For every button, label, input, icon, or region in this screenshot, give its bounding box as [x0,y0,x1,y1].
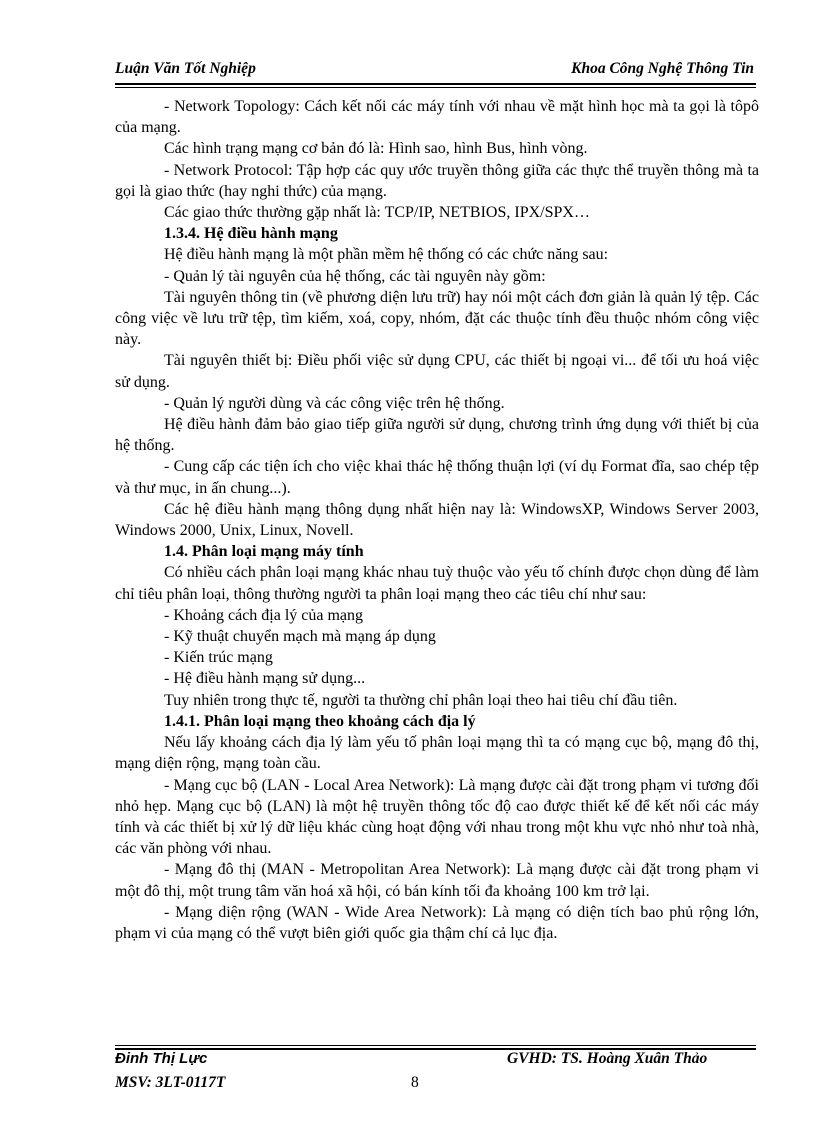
paragraph: - Network Protocol: Tập hợp các quy ước truyền thông giữa các thực thể truyền thông mà ta gọi là giao thức (hay nghi thức) của mạng. [115,161,759,200]
header-thesis-title: Luận Văn Tốt Nghiệp [115,60,256,77]
page-footer [115,1050,756,1100]
paragraph: Tài nguyên thông tin (về phương diện lưu trữ) hay nói một cách đơn giản là quản lý tệp. Các công việc về lưu trữ tệp, tìm kiếm, xoá, copy, nhóm, đặt các thuộc tính đều thuộc nhóm công việc này. [115,288,759,349]
header-rule-thin [115,87,756,88]
paragraph: - Kỹ thuật chuyển mạch mà mạng áp dụng [164,628,436,646]
paragraph: - Mạng cục bộ (LAN - Local Area Network): Là mạng được cài đặt trong phạm vi tương đối nhỏ hẹp. Mạng cục bộ (LAN) là một hệ truyền thông tốc độ cao được thiết kế để kết nối các máy tính và các thiết bị xử lý dữ liệu khác cùng hoạt động với nhau trong một khu vực nhỏ như toà nhà, các văn phòng với nhau. [115,776,759,858]
footer-rule-thin [115,1045,756,1046]
paragraph: Các hệ điều hành mạng thông dụng nhất hiện nay là: WindowsXP, Windows Server 2003, Windows 2000, Unix, Linux, Novell. [115,500,759,540]
paragraph: Các hình trạng mạng cơ bản đó là: Hình sao, hình Bus, hình vòng. [164,140,588,158]
paragraph: - Khoảng cách địa lý của mạng [164,606,364,624]
paragraph: Hệ điều hành mạng là một phần mềm hệ thống có các chức năng sau: [164,246,609,264]
page-body [115,96,759,944]
header-rule [115,83,756,85]
paragraph: Hệ điều hành đảm bảo giao tiếp giữa người sử dụng, chương trình ứng dụng với thiết bị của hệ thống. [115,416,759,455]
paragraph: - Mạng diện rộng (WAN - Wide Area Network): Là mạng có diện tích bao phủ rộng lớn, phạm vi của mạng có thể vượt biên giới quốc gia thậm chí cả lục địa. [115,903,759,942]
paragraph: - Cung cấp các tiện ích cho việc khai thác hệ thống thuận lợi (ví dụ Format đĩa, sao chép tệp và thư mục, in ấn chung...). [115,458,759,497]
paragraph: Các giao thức thường gặp nhất là: TCP/IP, NETBIOS, IPX/SPX… [164,204,590,222]
paragraph: - Quản lý người dùng và các công việc trên hệ thống. [164,394,505,412]
section-heading: 1.3.4. Hệ điều hành mạng [164,225,338,243]
paragraph: - Hệ điều hành mạng sử dụng... [164,670,366,688]
paragraph: - Network Topology: Cách kết nối các máy tính với nhau về mặt hình học mà ta gọi là tôpô của mạng. [115,98,759,137]
paragraph: - Kiến trúc mạng [164,649,273,667]
footer-author: Đinh Thị Lực [115,1050,208,1067]
page-number: 8 [411,1074,419,1091]
footer-advisor: GVHD: TS. Hoàng Xuân Thảo [507,1050,708,1067]
paragraph: Tài nguyên thiết bị: Điều phối việc sử dụng CPU, các thiết bị ngoại vi... để tối ưu hoá việc sử dụng. [115,352,759,391]
header-faculty: Khoa Công Nghệ Thông Tin [571,60,754,77]
paragraph: Có nhiều cách phân loại mạng khác nhau tuỳ thuộc vào yếu tố chính được chọn dùng để làm chỉ tiêu phân loại, thông thường người ta phân loại mạng theo các tiêu chí như sau: [115,564,759,603]
paragraph: Tuy nhiên trong thực tế, người ta thường chỉ phân loại theo hai tiêu chí đầu tiên. [164,691,678,709]
footer-student-id: MSV: 3LT-0117T [115,1074,226,1091]
paragraph: Nếu lấy khoảng cách địa lý làm yếu tố phân loại mạng thì ta có mạng cục bộ, mạng đô thị, mạng diện rộng, mạng toàn cầu. [115,734,759,773]
section-heading: 1.4.1. Phân loại mạng theo khoảng cách địa lý [164,712,476,730]
paragraph: - Quản lý tài nguyên của hệ thống, các tài nguyên này gồm: [164,267,546,285]
page-header [115,60,756,84]
section-heading: 1.4. Phân loại mạng máy tính [164,543,364,561]
paragraph: - Mạng đô thị (MAN - Metropolitan Area Network): Là mạng được cài đặt trong phạm vi một đô thị, một trung tâm văn hoá xã hội, có bán kính tối đa khoảng 100 km trở lại. [115,861,759,900]
